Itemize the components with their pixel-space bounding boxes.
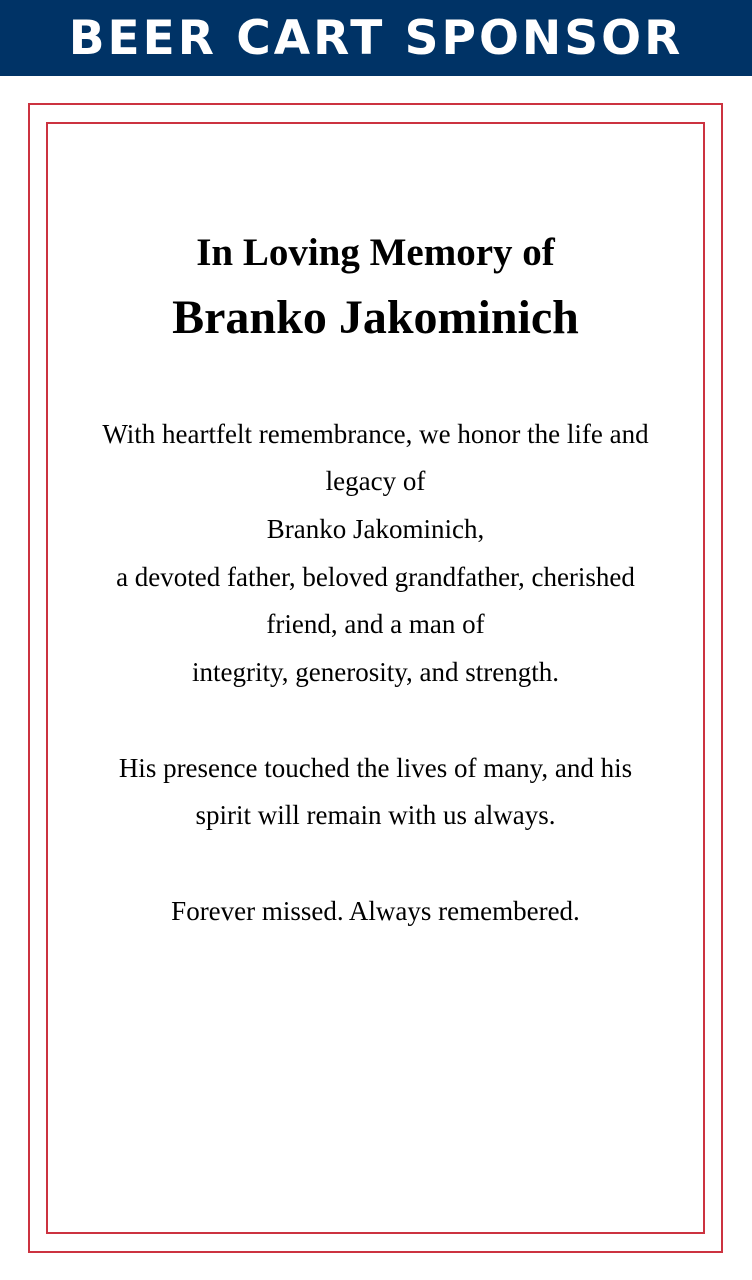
memorial-name: Branko Jakominich xyxy=(172,291,579,344)
paragraph2-line: His presence touched the lives of many, and his xyxy=(118,753,633,783)
paragraph2-line: spirit will remain with us always. xyxy=(195,800,556,830)
header-title: BEER CART SPONSOR xyxy=(68,10,684,66)
closing-line: Forever missed. Always remembered. xyxy=(171,896,580,926)
paragraph1-line: integrity, generosity, and strength. xyxy=(192,657,559,687)
header-banner xyxy=(0,0,752,76)
paragraph1-line: With heartfelt remembrance, we honor the life and xyxy=(102,419,649,449)
memorial-heading: In Loving Memory of xyxy=(196,231,555,274)
paragraph1-line: Branko Jakominich, xyxy=(266,514,485,544)
paragraph1-line: legacy of xyxy=(325,466,426,496)
paragraph1-line: a devoted father, beloved grandfather, cherished xyxy=(116,562,635,592)
paragraph1-line: friend, and a man of xyxy=(266,609,485,639)
